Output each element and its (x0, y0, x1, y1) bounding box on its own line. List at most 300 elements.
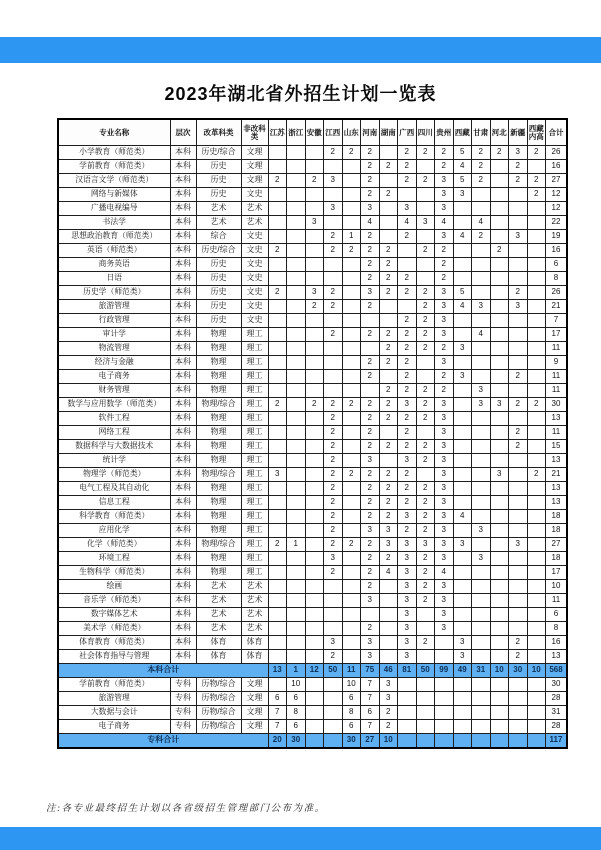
plan-value-cell: 6 (268, 692, 287, 706)
plan-value-cell (527, 636, 546, 650)
nonreform-category-cell: 文理 (241, 692, 268, 706)
plan-value-cell (472, 244, 491, 258)
plan-value-cell (509, 412, 528, 426)
plan-value-cell: 2 (527, 188, 546, 202)
plan-value-cell (379, 594, 398, 608)
plan-value-cell (527, 258, 546, 272)
nonreform-category-cell: 理工 (241, 412, 268, 426)
nonreform-category-cell: 文理 (241, 146, 268, 160)
plan-value-cell: 2 (435, 272, 454, 286)
plan-value-cell (453, 524, 472, 538)
plan-value-cell: 2 (361, 622, 380, 636)
table-row (58, 426, 567, 440)
major-name-cell: 思想政治教育（师范类） (58, 230, 170, 244)
plan-value-cell: 3 (379, 524, 398, 538)
plan-value-cell: 3 (398, 510, 417, 524)
plan-value-cell: 30 (546, 678, 568, 692)
major-name-cell: 绘画 (58, 580, 170, 594)
plan-value-cell: 2 (490, 146, 509, 160)
table-row (58, 552, 567, 566)
plan-value-cell: 28 (546, 720, 568, 734)
plan-value-cell (305, 342, 324, 356)
plan-value-cell (453, 244, 472, 258)
plan-value-cell (287, 258, 306, 272)
plan-value-cell (453, 314, 472, 328)
plan-value-cell: 3 (435, 300, 454, 314)
major-name-cell: 化学（师范类） (58, 538, 170, 552)
plan-value-cell: 3 (379, 538, 398, 552)
plan-value-cell (305, 440, 324, 454)
header-province-10: 西藏 (453, 119, 472, 146)
plan-value-cell (305, 468, 324, 482)
table-row (58, 230, 567, 244)
plan-value-cell (305, 258, 324, 272)
summary-value-cell (324, 734, 343, 749)
reform-category-cell: 物理 (196, 342, 241, 356)
level-cell: 本科 (170, 328, 196, 342)
plan-value-cell: 3 (324, 552, 343, 566)
level-cell: 本科 (170, 300, 196, 314)
reform-category-cell: 历物/综合 (196, 692, 241, 706)
table-row (58, 454, 567, 468)
plan-value-cell (287, 496, 306, 510)
summary-value-cell: 10 (527, 664, 546, 678)
plan-value-cell: 4 (361, 216, 380, 230)
plan-value-cell (472, 650, 491, 664)
plan-value-cell (305, 314, 324, 328)
plan-value-cell (527, 510, 546, 524)
plan-value-cell: 2 (416, 482, 435, 496)
plan-value-cell (453, 580, 472, 594)
plan-value-cell: 3 (435, 398, 454, 412)
plan-value-cell (527, 356, 546, 370)
major-name-cell: 商务英语 (58, 258, 170, 272)
plan-value-cell: 27 (546, 538, 568, 552)
reform-category-cell: 历史 (196, 272, 241, 286)
level-cell: 本科 (170, 370, 196, 384)
plan-value-cell: 6 (342, 692, 361, 706)
plan-value-cell (527, 342, 546, 356)
plan-value-cell (287, 552, 306, 566)
plan-value-cell: 6 (287, 692, 306, 706)
plan-value-cell (324, 580, 343, 594)
plan-value-cell (268, 258, 287, 272)
plan-value-cell (490, 188, 509, 202)
plan-value-cell: 2 (509, 370, 528, 384)
level-cell: 专科 (170, 692, 196, 706)
plan-value-cell: 4 (379, 566, 398, 580)
plan-value-cell (287, 622, 306, 636)
plan-value-cell (305, 524, 324, 538)
plan-value-cell (453, 566, 472, 580)
reform-category-cell: 物理 (196, 524, 241, 538)
plan-value-cell: 3 (435, 510, 454, 524)
plan-value-cell: 7 (361, 692, 380, 706)
plan-value-cell (379, 636, 398, 650)
plan-value-cell (490, 356, 509, 370)
plan-value-cell: 2 (361, 426, 380, 440)
plan-value-cell: 3 (398, 650, 417, 664)
plan-value-cell: 26 (546, 146, 568, 160)
plan-value-cell: 2 (361, 370, 380, 384)
plan-value-cell: 8 (287, 706, 306, 720)
plan-value-cell (472, 272, 491, 286)
plan-value-cell: 3 (435, 538, 454, 552)
table-row (58, 258, 567, 272)
table-row (58, 510, 567, 524)
plan-value-cell: 2 (361, 300, 380, 314)
plan-value-cell: 3 (361, 202, 380, 216)
plan-value-cell (361, 608, 380, 622)
plan-value-cell (509, 524, 528, 538)
plan-value-cell (268, 272, 287, 286)
reform-category-cell: 物理 (196, 328, 241, 342)
plan-value-cell (490, 678, 509, 692)
plan-value-cell: 3 (435, 174, 454, 188)
plan-value-cell (287, 300, 306, 314)
plan-value-cell: 2 (509, 440, 528, 454)
plan-value-cell: 2 (305, 174, 324, 188)
plan-value-cell: 2 (527, 146, 546, 160)
plan-value-cell (490, 230, 509, 244)
plan-value-cell (453, 398, 472, 412)
plan-value-cell (324, 272, 343, 286)
plan-value-cell (398, 300, 417, 314)
plan-value-cell: 2 (416, 146, 435, 160)
plan-value-cell: 2 (416, 594, 435, 608)
plan-value-cell (287, 188, 306, 202)
plan-value-cell (527, 538, 546, 552)
plan-value-cell: 11 (546, 426, 568, 440)
plan-value-cell (287, 202, 306, 216)
plan-value-cell: 2 (324, 454, 343, 468)
plan-value-cell (527, 650, 546, 664)
plan-value-cell (379, 216, 398, 230)
major-name-cell: 审计学 (58, 328, 170, 342)
plan-value-cell (287, 636, 306, 650)
plan-value-cell: 3 (435, 202, 454, 216)
plan-value-cell (268, 566, 287, 580)
level-cell: 本科 (170, 412, 196, 426)
table-row (58, 580, 567, 594)
plan-value-cell (305, 188, 324, 202)
plan-value-cell: 2 (416, 328, 435, 342)
plan-value-cell: 8 (546, 272, 568, 286)
major-name-cell: 学前教育（师范类） (58, 678, 170, 692)
header-province-12: 河北 (490, 119, 509, 146)
table-row (58, 524, 567, 538)
plan-value-cell (342, 328, 361, 342)
plan-value-cell (416, 426, 435, 440)
plan-value-cell: 3 (490, 468, 509, 482)
table-row (58, 202, 567, 216)
plan-value-cell (305, 370, 324, 384)
plan-value-cell (509, 706, 528, 720)
plan-value-cell: 2 (398, 426, 417, 440)
plan-value-cell: 2 (509, 174, 528, 188)
plan-value-cell: 2 (361, 496, 380, 510)
plan-value-cell (509, 328, 528, 342)
table-row (58, 272, 567, 286)
summary-value-cell: 568 (546, 664, 568, 678)
plan-value-cell: 3 (268, 468, 287, 482)
table-row (58, 174, 567, 188)
plan-value-cell: 2 (361, 328, 380, 342)
plan-value-cell (361, 384, 380, 398)
plan-value-cell (287, 160, 306, 174)
summary-value-cell: 12 (305, 664, 324, 678)
plan-value-cell (324, 342, 343, 356)
plan-value-cell: 3 (453, 188, 472, 202)
major-name-cell: 旅游管理 (58, 300, 170, 314)
plan-value-cell (287, 216, 306, 230)
plan-value-cell (509, 272, 528, 286)
level-cell: 本科 (170, 258, 196, 272)
header-province-14: 西藏内高 (527, 119, 546, 146)
plan-value-cell (527, 286, 546, 300)
reform-category-cell: 物理 (196, 496, 241, 510)
plan-value-cell: 6 (546, 608, 568, 622)
nonreform-category-cell: 艺术 (241, 608, 268, 622)
plan-value-cell: 3 (490, 398, 509, 412)
plan-value-cell (509, 342, 528, 356)
plan-value-cell: 26 (546, 286, 568, 300)
plan-value-cell: 4 (453, 230, 472, 244)
plan-value-cell (509, 384, 528, 398)
plan-value-cell (342, 454, 361, 468)
nonreform-category-cell: 理工 (241, 370, 268, 384)
plan-value-cell (342, 622, 361, 636)
reform-category-cell: 物理 (196, 566, 241, 580)
plan-value-cell: 7 (268, 706, 287, 720)
plan-value-cell (287, 510, 306, 524)
table-row (58, 286, 567, 300)
plan-value-cell (268, 412, 287, 426)
plan-value-cell: 6 (342, 720, 361, 734)
header-province-9: 贵州 (435, 119, 454, 146)
plan-value-cell: 2 (416, 454, 435, 468)
reform-category-cell: 物理/综合 (196, 538, 241, 552)
enrollment-plan-table (57, 118, 568, 749)
plan-value-cell: 2 (324, 496, 343, 510)
reform-category-cell: 历史/综合 (196, 146, 241, 160)
plan-value-cell (416, 720, 435, 734)
plan-value-cell (472, 720, 491, 734)
plan-value-cell (472, 692, 491, 706)
plan-value-cell (453, 440, 472, 454)
summary-value-cell: 31 (472, 664, 491, 678)
plan-value-cell (527, 482, 546, 496)
plan-value-cell: 11 (546, 384, 568, 398)
plan-value-cell: 8 (546, 622, 568, 636)
plan-value-cell: 2 (361, 468, 380, 482)
plan-value-cell (342, 370, 361, 384)
table-row (58, 636, 567, 650)
plan-value-cell (305, 496, 324, 510)
plan-value-cell: 1 (287, 538, 306, 552)
level-cell: 本科 (170, 314, 196, 328)
plan-value-cell: 31 (546, 706, 568, 720)
plan-value-cell (490, 300, 509, 314)
summary-value-cell: 30 (287, 734, 306, 749)
plan-value-cell (416, 650, 435, 664)
summary-value-cell: 46 (379, 664, 398, 678)
header-reform-category: 改革科类 (196, 119, 241, 146)
plan-value-cell: 3 (379, 692, 398, 706)
table-row (58, 440, 567, 454)
plan-value-cell (435, 692, 454, 706)
table-row (58, 384, 567, 398)
plan-value-cell (490, 650, 509, 664)
nonreform-category-cell: 理工 (241, 510, 268, 524)
major-name-cell: 电气工程及其自动化 (58, 482, 170, 496)
plan-value-cell (509, 720, 528, 734)
plan-value-cell: 2 (527, 398, 546, 412)
plan-value-cell (509, 188, 528, 202)
major-name-cell: 物流管理 (58, 342, 170, 356)
plan-value-cell (453, 272, 472, 286)
plan-value-cell (342, 510, 361, 524)
plan-value-cell (490, 524, 509, 538)
plan-value-cell: 30 (546, 398, 568, 412)
plan-value-cell: 3 (453, 342, 472, 356)
plan-value-cell (490, 496, 509, 510)
reform-category-cell: 历物/综合 (196, 706, 241, 720)
plan-value-cell: 2 (379, 286, 398, 300)
table-row (58, 650, 567, 664)
plan-value-cell: 2 (361, 580, 380, 594)
plan-value-cell (416, 188, 435, 202)
plan-value-cell (268, 384, 287, 398)
plan-value-cell: 4 (453, 300, 472, 314)
plan-value-cell: 28 (546, 692, 568, 706)
plan-value-cell: 2 (324, 300, 343, 314)
plan-value-cell: 7 (361, 720, 380, 734)
major-name-cell: 体育教育（师范类） (58, 636, 170, 650)
plan-value-cell (527, 384, 546, 398)
reform-category-cell: 历史 (196, 174, 241, 188)
reform-category-cell: 历史/综合 (196, 244, 241, 258)
plan-value-cell: 2 (379, 482, 398, 496)
plan-value-cell: 2 (268, 286, 287, 300)
plan-value-cell: 2 (398, 314, 417, 328)
plan-value-cell (472, 608, 491, 622)
major-name-cell: 物理学（师范类） (58, 468, 170, 482)
plan-value-cell: 2 (398, 174, 417, 188)
plan-value-cell (509, 258, 528, 272)
plan-value-cell: 3 (435, 356, 454, 370)
plan-value-cell (472, 510, 491, 524)
plan-value-cell (305, 482, 324, 496)
plan-value-cell (490, 426, 509, 440)
summary-value-cell: 20 (268, 734, 287, 749)
level-cell: 本科 (170, 426, 196, 440)
plan-value-cell: 2 (324, 468, 343, 482)
plan-value-cell (453, 468, 472, 482)
plan-value-cell: 2 (416, 286, 435, 300)
plan-value-cell (379, 580, 398, 594)
reform-category-cell: 物理/综合 (196, 398, 241, 412)
plan-value-cell: 2 (324, 286, 343, 300)
plan-value-cell (305, 356, 324, 370)
plan-value-cell: 3 (435, 440, 454, 454)
plan-value-cell (268, 146, 287, 160)
plan-value-cell: 2 (361, 538, 380, 552)
plan-value-cell (490, 454, 509, 468)
plan-value-cell (379, 650, 398, 664)
plan-value-cell: 2 (324, 650, 343, 664)
plan-value-cell (472, 412, 491, 426)
plan-value-cell: 3 (435, 482, 454, 496)
plan-value-cell (490, 272, 509, 286)
plan-value-cell: 3 (435, 188, 454, 202)
nonreform-category-cell: 理工 (241, 482, 268, 496)
plan-value-cell: 15 (546, 440, 568, 454)
plan-value-cell (342, 608, 361, 622)
level-cell: 本科 (170, 650, 196, 664)
nonreform-category-cell: 文史 (241, 230, 268, 244)
plan-value-cell (453, 706, 472, 720)
plan-value-cell (527, 454, 546, 468)
level-cell: 专科 (170, 720, 196, 734)
plan-value-cell: 3 (435, 524, 454, 538)
plan-value-cell: 2 (398, 412, 417, 426)
level-cell: 本科 (170, 636, 196, 650)
level-cell: 本科 (170, 524, 196, 538)
plan-value-cell (268, 636, 287, 650)
plan-value-cell: 2 (416, 398, 435, 412)
plan-value-cell: 2 (361, 552, 380, 566)
reform-category-cell: 历史 (196, 188, 241, 202)
major-name-cell: 美术学（师范类） (58, 622, 170, 636)
level-cell: 本科 (170, 482, 196, 496)
plan-value-cell: 3 (398, 538, 417, 552)
plan-value-cell (287, 286, 306, 300)
plan-value-cell: 3 (379, 678, 398, 692)
plan-value-cell (305, 580, 324, 594)
plan-value-cell: 3 (509, 146, 528, 160)
plan-value-cell: 7 (361, 678, 380, 692)
plan-value-cell (472, 286, 491, 300)
plan-value-cell (287, 370, 306, 384)
plan-value-cell (453, 412, 472, 426)
plan-value-cell: 2 (398, 524, 417, 538)
major-name-cell: 旅游管理 (58, 692, 170, 706)
plan-value-cell (509, 622, 528, 636)
footnote: 注:各专业最终招生计划以各省级招生管理部门公布为准。 (46, 804, 326, 814)
nonreform-category-cell: 文理 (241, 720, 268, 734)
plan-value-cell: 3 (509, 300, 528, 314)
plan-value-cell (287, 482, 306, 496)
major-name-cell: 汉语言文学（师范类） (58, 174, 170, 188)
reform-category-cell: 物理 (196, 370, 241, 384)
reform-category-cell: 历史 (196, 314, 241, 328)
plan-value-cell: 3 (361, 454, 380, 468)
table-row (58, 496, 567, 510)
plan-value-cell (527, 216, 546, 230)
plan-value-cell (287, 342, 306, 356)
nonreform-category-cell: 理工 (241, 440, 268, 454)
major-name-cell: 信息工程 (58, 496, 170, 510)
nonreform-category-cell: 文史 (241, 286, 268, 300)
table-row (58, 706, 567, 720)
table-row (58, 608, 567, 622)
plan-value-cell: 3 (361, 524, 380, 538)
plan-value-cell (416, 468, 435, 482)
plan-value-cell (509, 314, 528, 328)
plan-value-cell (472, 440, 491, 454)
plan-value-cell (509, 468, 528, 482)
